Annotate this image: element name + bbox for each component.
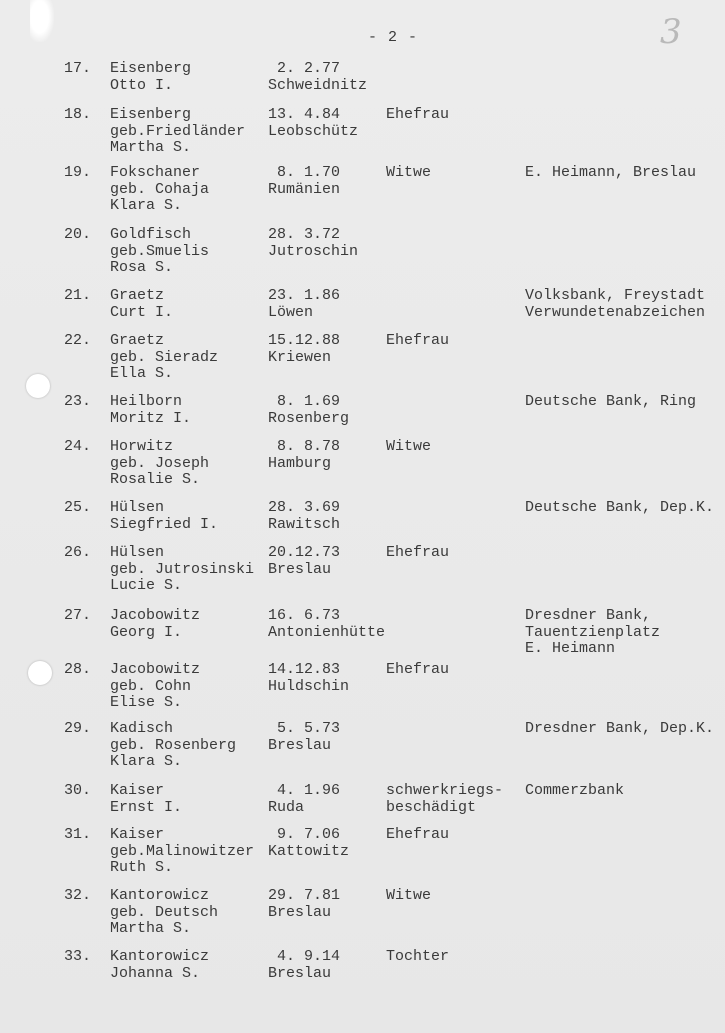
entry-number: 22. bbox=[64, 332, 92, 349]
entry-notes-line: Commerzbank bbox=[525, 782, 625, 799]
entry-number: 25. bbox=[64, 499, 92, 516]
birth-date: 28. 3.72 bbox=[268, 226, 341, 243]
birth-place: Rawitsch bbox=[268, 515, 341, 533]
entry-birth bbox=[268, 333, 340, 366]
entry-name-line: Klara S. bbox=[110, 753, 183, 770]
entry-birth bbox=[268, 888, 340, 921]
handwritten-page-mark: 3 bbox=[660, 12, 682, 52]
entry-notes-line: Tauentzienplatz bbox=[525, 623, 661, 641]
entry-status-line: Ehefrau bbox=[386, 106, 450, 123]
birth-date: 29. 7.81 bbox=[268, 887, 341, 904]
entry-name-line: Heilborn bbox=[110, 393, 183, 410]
birth-date: 4. 9.14 bbox=[277, 948, 341, 965]
birth-place: Antonienhütte bbox=[268, 623, 386, 641]
entry-notes-line: Volksbank, Freystadt bbox=[525, 287, 706, 304]
birth-date: 5. 5.73 bbox=[277, 720, 341, 737]
entry-birth bbox=[268, 949, 340, 982]
entry-number: 30. bbox=[64, 782, 92, 799]
birth-place: Kriewen bbox=[268, 348, 332, 366]
entry-status-line: Witwe bbox=[386, 164, 432, 181]
punch-hole-lower bbox=[28, 661, 52, 685]
entry-name-line: Ruth S. bbox=[110, 859, 174, 876]
entry-name bbox=[110, 949, 209, 982]
entry-name-line: Fokschaner bbox=[110, 164, 201, 181]
entry-status bbox=[386, 107, 449, 124]
entry-name-line: geb. Joseph bbox=[110, 454, 210, 472]
entry-name-line: geb.Malinowitzer bbox=[110, 842, 255, 860]
entry-name bbox=[110, 333, 218, 383]
entry-name bbox=[110, 721, 236, 771]
entry-name-line: Horwitz bbox=[110, 438, 174, 455]
entry-birth bbox=[268, 608, 385, 641]
birth-date: 28. 3.69 bbox=[268, 499, 341, 516]
entry-name-line: Hülsen bbox=[110, 499, 165, 516]
entry-status-line: Ehefrau bbox=[386, 544, 450, 561]
birth-place: Rosenberg bbox=[268, 409, 350, 427]
birth-date: 9. 7.06 bbox=[277, 826, 341, 843]
entry-name-line: Otto I. bbox=[110, 76, 174, 94]
entry-name bbox=[110, 888, 218, 938]
birth-place: Leobschütz bbox=[268, 122, 359, 140]
entry-status-line: Witwe bbox=[386, 438, 432, 455]
entry-number: 19. bbox=[64, 164, 92, 181]
birth-place: Jutroschin bbox=[268, 242, 359, 260]
entry-name bbox=[110, 61, 191, 94]
entry-status bbox=[386, 827, 449, 844]
entry-number: 18. bbox=[64, 106, 92, 123]
entry-number: 26. bbox=[64, 544, 92, 561]
birth-place: Breslau bbox=[268, 560, 332, 578]
entry-notes-line: Dresdner Bank, bbox=[525, 607, 652, 624]
entry-number: 28. bbox=[64, 661, 92, 678]
entry-name bbox=[110, 608, 200, 641]
entry-name-line: Elise S. bbox=[110, 694, 183, 711]
entry-status-line: Ehefrau bbox=[386, 826, 450, 843]
entry-notes-line: E. Heimann bbox=[525, 640, 616, 657]
entry-birth bbox=[268, 439, 340, 472]
entry-name-line: Kaiser bbox=[110, 826, 165, 843]
entry-name bbox=[110, 165, 209, 215]
entry-name-line: geb. Deutsch bbox=[110, 903, 219, 921]
entry-name-line: Eisenberg bbox=[110, 60, 192, 77]
entry-notes-line: E. Heimann, Breslau bbox=[525, 164, 697, 181]
entry-number: 20. bbox=[64, 226, 92, 243]
entry-name-line: geb. Rosenberg bbox=[110, 736, 237, 754]
birth-place: Breslau bbox=[268, 903, 332, 921]
entry-name bbox=[110, 662, 200, 712]
birth-place: Ruda bbox=[268, 798, 305, 816]
entry-name bbox=[110, 500, 218, 533]
entry-name-line: Siegfried I. bbox=[110, 515, 219, 533]
birth-place: Hamburg bbox=[268, 454, 332, 472]
entry-name-line: geb. Cohaja bbox=[110, 180, 210, 198]
entry-name-line: Lucie S. bbox=[110, 577, 183, 594]
entry-birth bbox=[268, 783, 340, 816]
entry-name bbox=[110, 107, 245, 157]
entry-number: 33. bbox=[64, 948, 92, 965]
birth-place: Breslau bbox=[268, 736, 332, 754]
entry-name-line: Johanna S. bbox=[110, 964, 201, 982]
page-number: - 2 - bbox=[368, 29, 419, 46]
entry-name-line: Rosa S. bbox=[110, 259, 174, 276]
entry-name-line: Klara S. bbox=[110, 197, 183, 214]
birth-date: 13. 4.84 bbox=[268, 106, 341, 123]
entry-name-line: Ernst I. bbox=[110, 798, 183, 816]
birth-date: 4. 1.96 bbox=[277, 782, 341, 799]
entry-name-line: Jacobowitz bbox=[110, 607, 201, 624]
entry-name-line: Hülsen bbox=[110, 544, 165, 561]
entry-notes bbox=[525, 165, 696, 182]
entry-name-line: Georg I. bbox=[110, 623, 183, 641]
entry-name bbox=[110, 394, 191, 427]
entry-status bbox=[386, 949, 449, 966]
entry-status-line: Ehefrau bbox=[386, 661, 450, 678]
entry-name-line: Eisenberg bbox=[110, 106, 192, 123]
birth-place: Löwen bbox=[268, 303, 314, 321]
birth-date: 15.12.88 bbox=[268, 332, 341, 349]
birth-date: 2. 2.77 bbox=[277, 60, 341, 77]
entry-status-line: Ehefrau bbox=[386, 332, 450, 349]
entry-number: 29. bbox=[64, 720, 92, 737]
entry-name-line: Goldfisch bbox=[110, 226, 192, 243]
entry-name-line: Curt I. bbox=[110, 303, 174, 321]
punch-hole-upper bbox=[26, 374, 50, 398]
entry-birth bbox=[268, 500, 340, 533]
entry-name-line: Jacobowitz bbox=[110, 661, 201, 678]
entry-name-line: Graetz bbox=[110, 332, 165, 349]
entry-name bbox=[110, 783, 182, 816]
birth-date: 16. 6.73 bbox=[268, 607, 341, 624]
entry-status bbox=[386, 888, 431, 905]
entry-birth bbox=[268, 288, 340, 321]
entry-notes bbox=[525, 394, 696, 411]
entry-birth bbox=[268, 721, 340, 754]
entry-notes-line: Verwundetenabzeichen bbox=[525, 303, 706, 321]
entry-name bbox=[110, 227, 209, 277]
corner-staple-mark bbox=[30, 0, 54, 42]
entry-status bbox=[386, 165, 431, 182]
entry-notes-line: Deutsche Bank, Dep.K. bbox=[525, 499, 715, 516]
entry-name-line: Kaiser bbox=[110, 782, 165, 799]
entry-number: 27. bbox=[64, 607, 92, 624]
entry-notes bbox=[525, 608, 660, 658]
entry-name-line: Rosalie S. bbox=[110, 471, 201, 488]
entry-name-line: Martha S. bbox=[110, 920, 192, 937]
entry-number: 23. bbox=[64, 393, 92, 410]
entry-number: 17. bbox=[64, 60, 92, 77]
entry-name bbox=[110, 827, 254, 877]
entry-status-line: Tochter bbox=[386, 948, 450, 965]
entry-notes-line: Deutsche Bank, Ring bbox=[525, 393, 697, 410]
birth-place: Huldschin bbox=[268, 677, 350, 695]
birth-date: 23. 1.86 bbox=[268, 287, 341, 304]
entry-status bbox=[386, 545, 449, 562]
entry-status-line: Witwe bbox=[386, 887, 432, 904]
entry-birth bbox=[268, 107, 358, 140]
entry-number: 32. bbox=[64, 887, 92, 904]
entry-birth bbox=[268, 61, 367, 94]
entry-name-line: Kantorowicz bbox=[110, 948, 210, 965]
entry-status-line: beschädigt bbox=[386, 798, 477, 816]
entry-birth bbox=[268, 165, 340, 198]
entry-birth bbox=[268, 662, 349, 695]
entry-number: 24. bbox=[64, 438, 92, 455]
entry-status bbox=[386, 783, 503, 816]
entry-notes bbox=[525, 500, 714, 517]
entry-number: 31. bbox=[64, 826, 92, 843]
entry-notes bbox=[525, 721, 714, 738]
birth-date: 8. 8.78 bbox=[277, 438, 341, 455]
birth-date: 20.12.73 bbox=[268, 544, 341, 561]
entry-birth bbox=[268, 394, 349, 427]
birth-place: Breslau bbox=[268, 964, 332, 982]
birth-place: Kattowitz bbox=[268, 842, 350, 860]
entry-name-line: geb.Smuelis bbox=[110, 242, 210, 260]
entry-name-line: Moritz I. bbox=[110, 409, 192, 427]
entry-name-line: geb. Jutrosinski bbox=[110, 560, 255, 578]
birth-date: 8. 1.69 bbox=[277, 393, 341, 410]
entry-status-line: schwerkriegs- bbox=[386, 782, 504, 799]
birth-date: 14.12.83 bbox=[268, 661, 341, 678]
entry-name-line: Graetz bbox=[110, 287, 165, 304]
entry-status bbox=[386, 333, 449, 350]
entry-name-line: Martha S. bbox=[110, 139, 192, 156]
entry-birth bbox=[268, 227, 358, 260]
entry-birth bbox=[268, 827, 349, 860]
entry-name-line: geb.Friedländer bbox=[110, 122, 246, 140]
entry-number: 21. bbox=[64, 287, 92, 304]
entry-name-line: Ella S. bbox=[110, 365, 174, 382]
entry-name bbox=[110, 439, 209, 489]
entry-name-line: geb. Sieradz bbox=[110, 348, 219, 366]
entry-name-line: Kadisch bbox=[110, 720, 174, 737]
entry-name bbox=[110, 545, 254, 595]
birth-date: 8. 1.70 bbox=[277, 164, 341, 181]
entry-notes bbox=[525, 288, 705, 321]
birth-place: Schweidnitz bbox=[268, 76, 368, 94]
entry-name-line: geb. Cohn bbox=[110, 677, 192, 695]
birth-place: Rumänien bbox=[268, 180, 341, 198]
entry-birth bbox=[268, 545, 340, 578]
entry-name-line: Kantorowicz bbox=[110, 887, 210, 904]
entry-status bbox=[386, 662, 449, 679]
entry-notes-line: Dresdner Bank, Dep.K. bbox=[525, 720, 715, 737]
entry-notes bbox=[525, 783, 624, 800]
entry-status bbox=[386, 439, 431, 456]
entry-name bbox=[110, 288, 173, 321]
